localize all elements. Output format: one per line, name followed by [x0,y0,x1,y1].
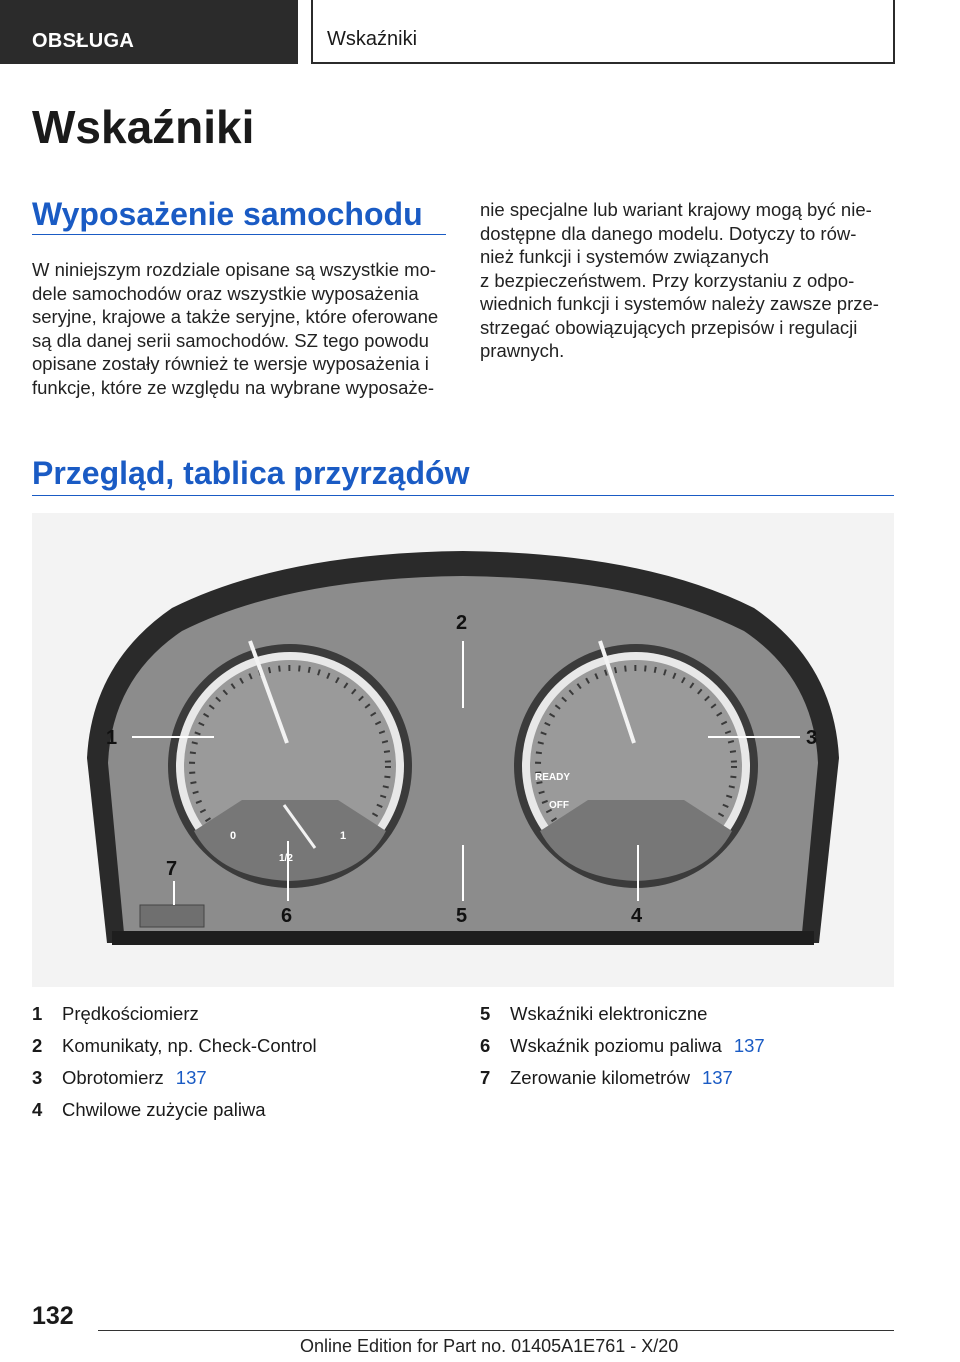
legend-number: 3 [32,1067,43,1088]
para-line: seryjne, krajowe a także seryjne, które oferowane [32,306,439,327]
legend-number: 7 [480,1067,491,1088]
list-item [32,1062,317,1094]
list-item [32,1094,317,1126]
legend-text: Komunikaty, np. Check-Control [62,1035,317,1056]
section-rule-equipment [32,234,446,235]
legend-list-left [32,998,317,1126]
legend-text: Wskaźniki elektroniczne [510,1003,708,1024]
callout-1: 1 [106,727,118,749]
page-reference-link[interactable]: 137 [701,1067,733,1088]
gauge-label-ready: READY [535,772,571,783]
list-item [32,998,317,1030]
para-line: W niniejszym rozdziale opisane są wszystkie mo‐ [32,259,437,280]
list-item [480,998,765,1030]
gauge-label-half: 1/2 [279,853,293,864]
reset-button-7 [140,905,204,927]
section-title-equipment: Wyposażenie samochodu [32,196,423,232]
paragraph-right [480,198,879,363]
para-line: strzegać obowiązujących przepisów i regulacji [480,316,858,338]
legend-number: 2 [32,1035,43,1056]
legend-number: 4 [32,1099,43,1120]
para-line: są dla danej serii samochodów. SZ tego powodu [32,329,429,351]
instrument-cluster-illustration [32,513,894,987]
callout-2: 2 [456,612,468,634]
page-reference-link[interactable]: 137 [733,1035,765,1056]
paragraph-left [32,258,438,399]
para-line: dostępne dla danego modelu. Dotyczy to rów‐ [480,222,857,244]
page-reference-link[interactable]: 137 [175,1067,207,1088]
callout-3: 3 [806,727,818,749]
para-line: nież funkcji i systemów związanych [480,246,769,267]
header-chapter-tab [311,0,895,64]
gauge-label-zero: 0 [230,830,237,842]
callout-4: 4 [631,905,643,927]
section-rule-overview [32,495,894,496]
footer-edition: Online Edition for Part no. 01405A1E761 - X/20 [300,1336,679,1356]
legend-text: Wskaźnik poziomu paliwa [510,1035,722,1056]
footer-rule [98,1330,894,1331]
list-item [480,1030,765,1062]
para-line: opisane zostały również te wersje wyposażenia i [32,353,429,374]
instrument-cluster-figure [32,513,894,987]
header-section-label: OBSŁUGA [32,30,135,52]
callout-5: 5 [456,905,468,927]
gauge-label-off: OFF [549,800,569,811]
list-item [480,1062,765,1094]
legend-text: Obrotomierz [62,1067,164,1088]
para-line: prawnych. [480,340,565,361]
callout-7: 7 [166,858,178,880]
legend-list-right [480,998,765,1094]
legend-number: 5 [480,1003,491,1024]
legend-text: Chwilowe zużycie paliwa [62,1099,266,1120]
para-line: dele samochodów oraz wszystkie wyposażenia [32,282,419,304]
header-chapter-label: Wskaźniki [327,28,418,50]
callout-6: 6 [281,905,293,927]
para-line: wiednich funkcji i systemów należy zawsze prze‐ [480,293,879,314]
legend-text: Zerowanie kilometrów [510,1067,690,1088]
para-line: z bezpieczeństwem. Przy korzystaniu z odpo‐ [480,269,855,291]
header-section-tab [0,0,298,64]
para-line: funkcje, które ze względu na wybrane wyposaże‐ [32,376,435,398]
gauge-label-one: 1 [340,830,347,842]
page-number: 132 [32,1302,74,1330]
legend-number: 1 [32,1003,43,1024]
list-item [32,1030,317,1062]
cluster-bottom-bezel [112,931,814,945]
para-line: nie specjalne lub wariant krajowy mogą być nie‐ [480,199,872,220]
legend-number: 6 [480,1035,491,1056]
section-title-overview: Przegląd, tablica przyrządów [32,455,470,491]
page-title: Wskaźniki [32,101,255,153]
legend-text: Prędkościomierz [62,1003,199,1024]
